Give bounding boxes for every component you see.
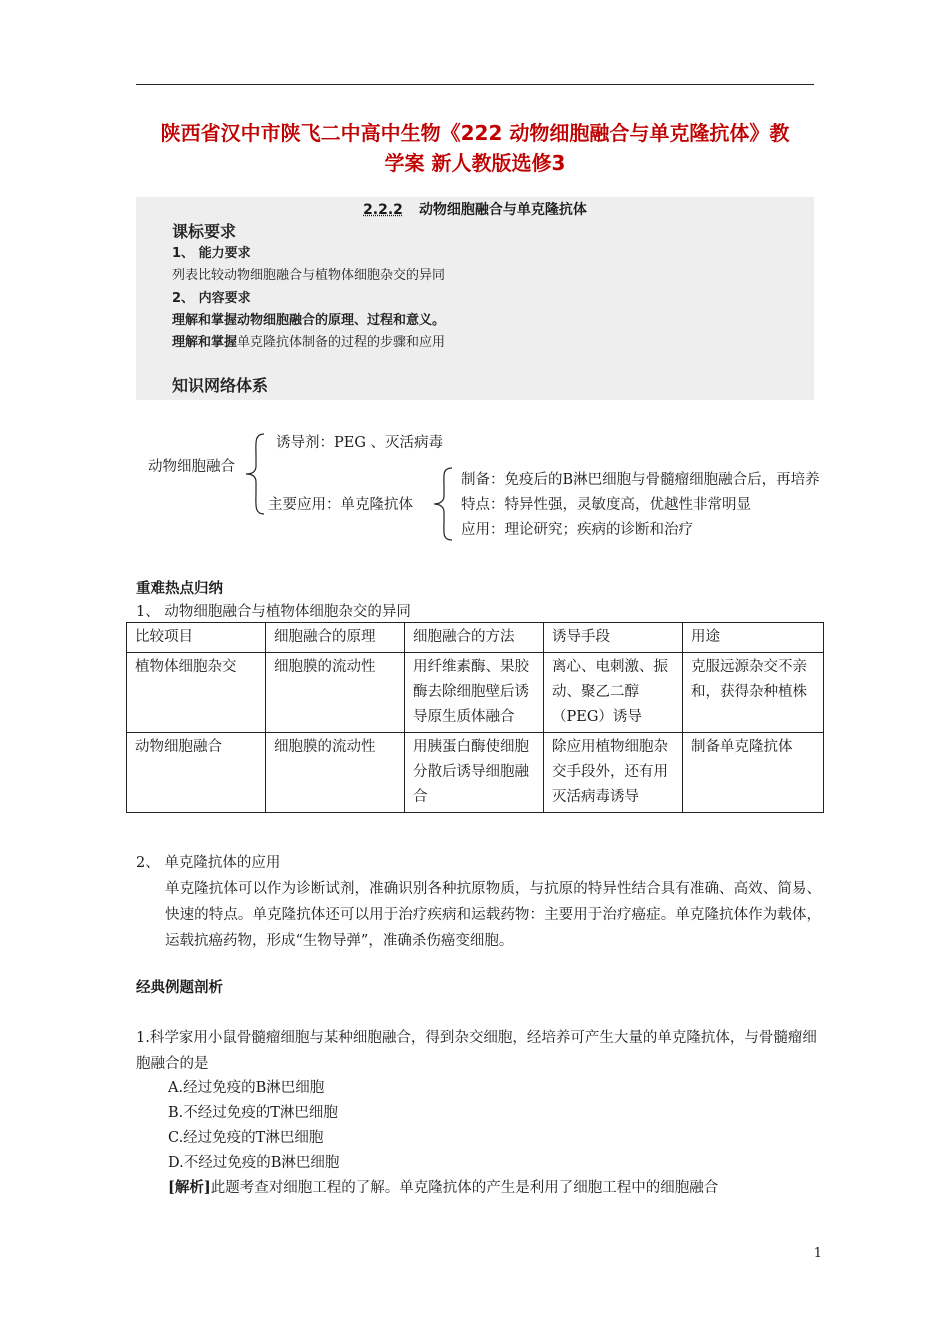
table-header-cell: 细胞融合的方法 — [405, 623, 544, 653]
question-1-stem: 1.科学家用小鼠骨髓瘤细胞与某种细胞融合，得到杂交细胞，经培养可产生大量的单克隆抗体，与骨髓瘤细胞融合的是 — [136, 1030, 817, 1072]
section-title — [136, 199, 814, 219]
table-header-cell: 比较项目 — [127, 623, 266, 653]
table-cell: 离心、电刺激、振动、聚乙二醇（PEG）诱导 — [544, 653, 683, 733]
question-1-option-c: C.经过免疫的T淋巴细胞 — [168, 1130, 324, 1146]
table-header-row — [127, 623, 824, 653]
section-number: 2.2.2 — [363, 202, 403, 218]
table-row — [127, 653, 824, 733]
network-root: 动物细胞融合 — [148, 459, 235, 475]
item1-title: 1、 动物细胞融合与植物体细胞杂交的异同 — [136, 604, 411, 620]
section-title-text: 动物细胞融合与单克隆抗体 — [418, 202, 587, 218]
table-cell: 制备单克隆抗体 — [683, 733, 824, 813]
table-cell: 克服远源杂交不亲和，获得杂种植株 — [683, 653, 824, 733]
network-sub-features: 特点：特异性强，灵敏度高，优越性非常明显 — [461, 497, 751, 513]
table-cell: 除应用植物细胞杂交手段外，还有用灭活病毒诱导 — [544, 733, 683, 813]
curriculum-heading: 课标要求 — [172, 222, 237, 241]
network-brace-sub — [432, 466, 456, 542]
table-row — [127, 733, 824, 813]
network-branch-application: 主要应用：单克隆抗体 — [268, 497, 413, 513]
content-heading: 2、 内容要求 — [172, 291, 251, 306]
question-1-option-a: A.经过免疫的B淋巴细胞 — [168, 1080, 325, 1096]
table-cell: 用纤维素酶、果胶酶去除细胞壁后诱导原生质体融合 — [405, 653, 544, 733]
table-header-cell: 诱导手段 — [544, 623, 683, 653]
table-header-cell: 用途 — [683, 623, 824, 653]
table-cell: 细胞膜的流动性 — [266, 653, 405, 733]
header-rule — [136, 84, 814, 85]
question-1-option-b: B.不经过免疫的T淋巴细胞 — [168, 1105, 338, 1121]
network-sub-uses: 应用：理论研究；疾病的诊断和治疗 — [461, 522, 693, 538]
analysis-label: [解析] — [168, 1179, 211, 1196]
table-cell: 细胞膜的流动性 — [266, 733, 405, 813]
content-item-2-rest: 单克隆抗体制备的过程的步骤和应用 — [237, 335, 446, 350]
document-title — [120, 118, 830, 178]
examples-heading: 经典例题剖析 — [136, 980, 223, 996]
network-brace-main — [244, 432, 268, 516]
content-item-2-bold: 理解和掌握 — [172, 335, 238, 350]
question-1-option-d: D.不经过免疫的B淋巴细胞 — [168, 1155, 340, 1171]
comparison-table — [126, 622, 824, 813]
item2-text: 单克隆抗体可以作为诊断试剂，准确识别各种抗原物质，与抗原的特异性结合具有准确、高效、简易、快速的特点。单克隆抗体还可以用于治疗疾病和运载药物：主要用于治疗癌症。单克隆抗体作为载体，运载抗癌药物，形成“生物导弹”，准确杀伤癌变细胞。 — [165, 881, 821, 949]
table-cell: 植物体细胞杂交 — [127, 653, 266, 733]
item2-title: 2、 单克隆抗体的应用 — [136, 855, 281, 871]
key-points-heading: 重难热点归纳 — [136, 581, 223, 597]
network-heading: 知识网络体系 — [172, 376, 269, 395]
document-title-line1: 陕西省汉中市陕飞二中高中生物《222 动物细胞融合与单克隆抗体》教 — [160, 121, 790, 145]
table-cell: 动物细胞融合 — [127, 733, 266, 813]
table-cell: 用胰蛋白酶使细胞分散后诱导细胞融合 — [405, 733, 544, 813]
table-header-cell: 细胞融合的原理 — [266, 623, 405, 653]
network-branch-inducer: 诱导剂：PEG 、灭活病毒 — [276, 435, 444, 451]
question-1-analysis — [168, 1176, 718, 1197]
content-item-1: 理解和掌握动物细胞融合的原理、过程和意义。 — [172, 313, 446, 328]
network-sub-preparation: 制备：免疫后的B淋巴细胞与骨髓瘤细胞融合后，再培养 — [461, 472, 820, 488]
ability-heading: 1、 能力要求 — [172, 246, 251, 261]
document-title-line2: 学案 新人教版选修3 — [384, 151, 566, 175]
content-item-2 — [172, 331, 445, 350]
ability-text: 列表比较动物细胞融合与植物体细胞杂交的异同 — [172, 268, 446, 283]
analysis-text: 此题考查对细胞工程的了解。单克隆抗体的产生是利用了细胞工程中的细胞融合 — [210, 1180, 719, 1196]
page-number: 1 — [813, 1246, 822, 1261]
